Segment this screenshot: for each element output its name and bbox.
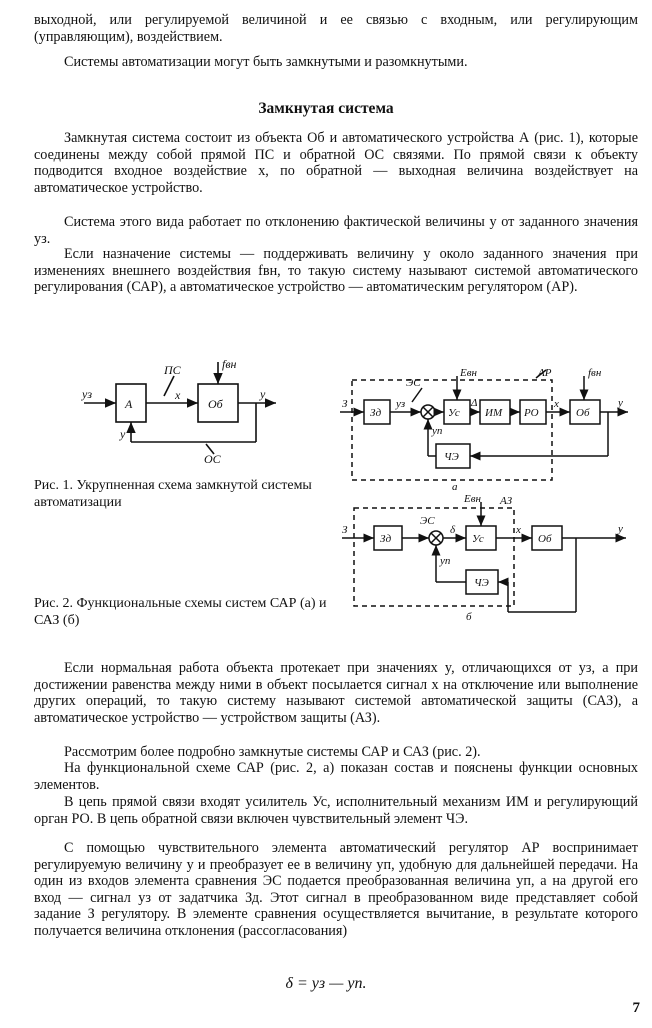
- fig2a-label-zd: Зд: [370, 407, 382, 419]
- paragraph-7: Рассмотрим более подробно замкнутые системы САР и САЗ (рис. 2).: [64, 744, 481, 760]
- fig1-label-os: ОС: [204, 452, 221, 466]
- fig2b-label-az: АЗ: [500, 495, 513, 507]
- fig2b-label-eb: Eвн: [464, 493, 481, 505]
- figure-2a-diagram: [340, 366, 640, 493]
- fig1-label-x: x: [175, 388, 181, 402]
- paragraph-9: В цепь прямой связи входят усилитель Ус, исполнительный механизм ИМ и регулирующий орган РО. В цепь обратной связи включен чувствительный элемент ЧЭ.: [34, 794, 638, 827]
- paragraph-1: выходной, или регулируемой величиной и ее связью с входным, или регулирующим (управляющим), воздействием.: [34, 12, 638, 45]
- fig1-label-a: А: [125, 397, 133, 411]
- fig2b-label-zd: Зд: [380, 533, 392, 545]
- fig2a-label-eb: Eвн: [460, 367, 477, 379]
- fig1-label-f: fвн: [222, 357, 237, 371]
- fig2a-label-sub: а: [452, 481, 458, 493]
- fig2a-label-f: fвн: [588, 367, 602, 379]
- fig2a-label-es: ЭС: [406, 377, 421, 389]
- section-heading: Замкнутая система: [258, 100, 394, 117]
- figure-1-caption: Рис. 1. Укрупненная схема замкнутой системы автоматизации: [34, 478, 312, 510]
- paragraph-5: Если назначение системы — поддерживать величину y около заданного значения при изменениях внешнего воздействия fвн, то такую систему называют системой автоматического регулирования (САР), а автоматическое устройство — автоматическим регулятором (АР).: [34, 246, 638, 296]
- paragraph-10: С помощью чувствительного элемента автоматический регулятор АР воспринимает регулируемую величину y и преобразует ее в величину yп, удобную для дальнейшей передачи. На один из входов элемента сравнения ЭС подается преобразованная величина yп, а на другой его вход — сигнал yз от задатчика Зд. Этот сигнал в преобразованном виде представляет собой задание З регулятору. В элементе сравнения осуществляется вычитание, в результате которого получается величина отклонения (рассогласования): [34, 840, 638, 939]
- fig2a-label-ce: ЧЭ: [444, 451, 459, 463]
- page-number: 7: [632, 1000, 640, 1016]
- figure-1-diagram: [80, 356, 290, 466]
- fig2a-label-y: y: [618, 397, 623, 409]
- fig2a-label-yp: yп: [432, 425, 443, 437]
- fig2b-label-z: З: [342, 524, 348, 536]
- fig2a-label-ob: Об: [576, 407, 590, 419]
- paragraph-4: Система этого вида работает по отклонению фактической величины y от заданного значения yз.: [34, 214, 638, 247]
- fig2b-label-ce: ЧЭ: [474, 577, 489, 589]
- fig2b-label-es: ЭС: [420, 515, 435, 527]
- fig2a-label-z: З: [342, 398, 348, 410]
- fig2b-label-delta: δ: [450, 524, 456, 536]
- fig2a-label-yz: yз: [396, 398, 406, 410]
- paragraph-8: На функциональной схеме САР (рис. 2, а) показан состав и пояснены функции основных элементов.: [34, 760, 638, 793]
- paragraph-6: Если нормальная работа объекта протекает при значениях y, отличающихся от yз, а при достижении равенства между ними в объект посылается сигнал x на отключение или выполнение других операций, то такую систему называют системой автоматической защиты (САЗ), а автоматическое устройство — устройством защиты (АЗ).: [34, 660, 638, 726]
- fig2b-label-us: Ус: [472, 533, 484, 545]
- fig2a-label-ar: АР: [538, 367, 552, 379]
- paragraph-3: Замкнутая система состоит из объекта Об и автоматического устройства А (рис. 1), которые соединены между собой прямой ПС и обратной ОС связями. По прямой связи к объекту подводится входное воздействие x, по обратной — выходная величина воздействует на автоматическое устройство.: [34, 130, 638, 196]
- fig2a-label-delta: Δ: [471, 397, 478, 409]
- fig2b-label-yp: yп: [440, 555, 451, 567]
- fig2b-label-x: x: [516, 524, 521, 536]
- fig1-label-yz: yз: [82, 387, 93, 401]
- fig1-label-y: y: [260, 387, 266, 401]
- fig2b-label-y: y: [618, 523, 623, 535]
- fig2a-label-im: ИМ: [485, 407, 503, 419]
- fig1-label-ob: Об: [208, 397, 223, 411]
- fig2b-label-ob: Об: [538, 533, 552, 545]
- paragraph-2: Системы автоматизации могут быть замкнутыми и разомкнутыми.: [64, 54, 468, 70]
- figure-2-caption: Рис. 2. Функциональные схемы систем САР (а) и САЗ (б): [34, 596, 327, 628]
- fig1-label-y-fb: y: [120, 427, 126, 441]
- fig2b-label-sub: б: [466, 611, 472, 623]
- fig2a-label-ro: РО: [524, 407, 539, 419]
- fig1-label-ps: ПС: [164, 363, 181, 377]
- formula: δ = yз — yп.: [285, 975, 367, 992]
- fig2a-label-x: x: [554, 398, 559, 410]
- fig2a-label-us: Ус: [448, 407, 460, 419]
- figure-2b-diagram: [340, 493, 640, 623]
